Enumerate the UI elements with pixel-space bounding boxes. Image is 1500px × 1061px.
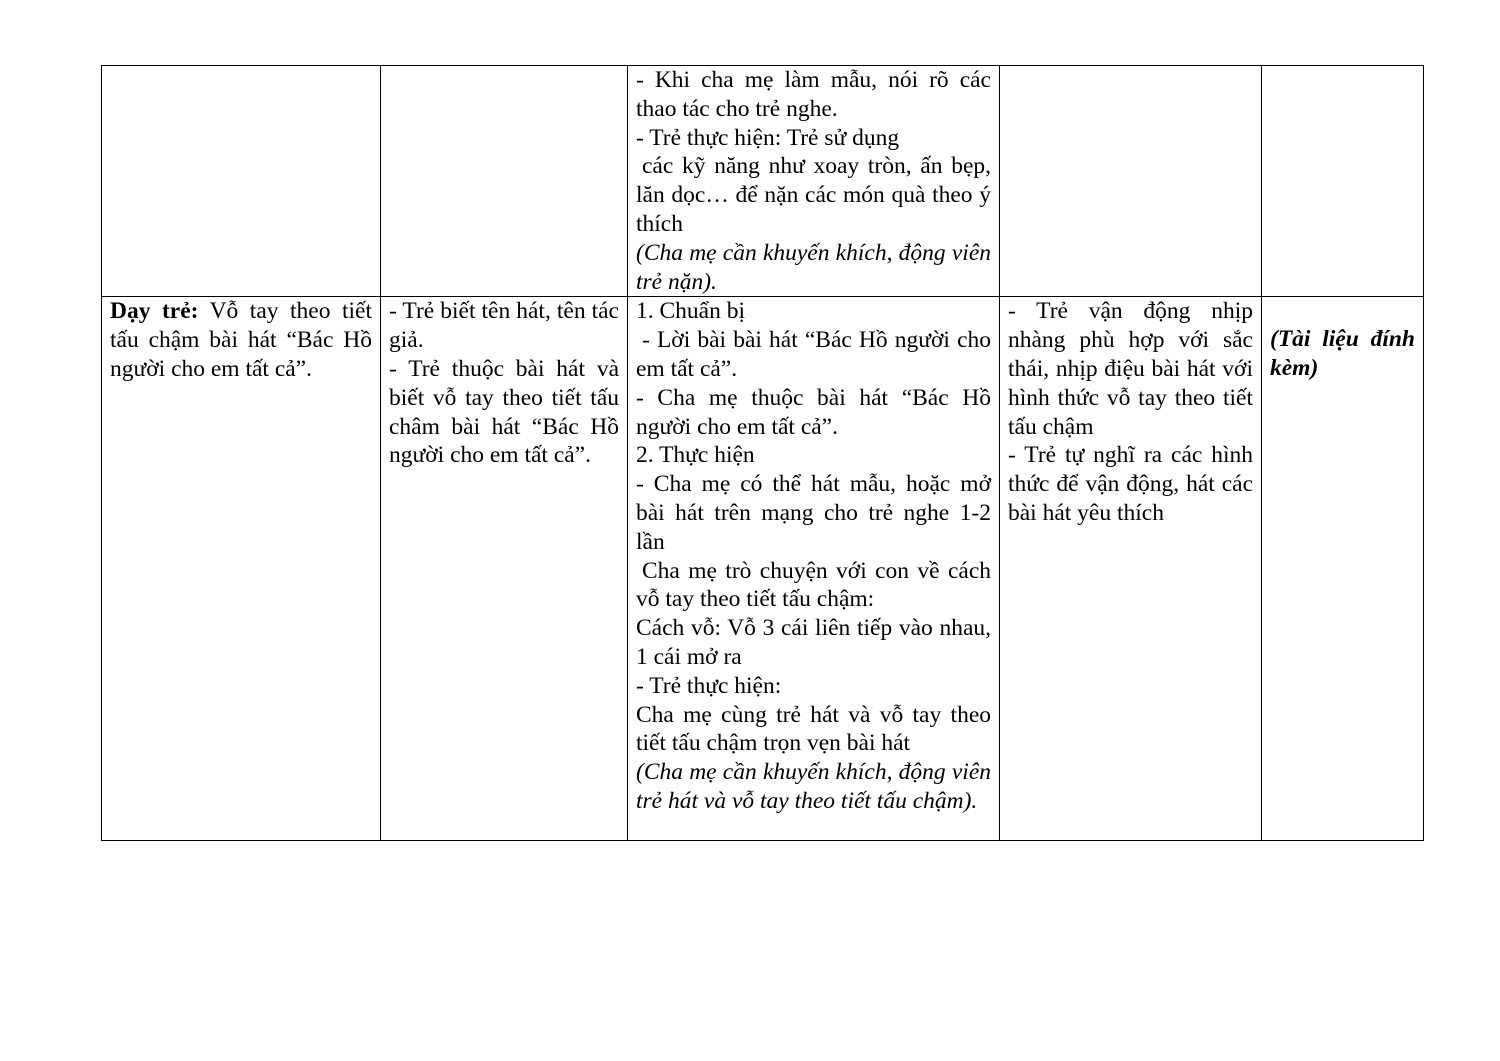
procedure-line: - Lời bài bài hát “Bác Hồ người cho em tất cả”. bbox=[636, 327, 991, 382]
outcome-line: - Trẻ tự nghĩ ra các hình thức để vận động, hát các bài hát yêu thích bbox=[1008, 442, 1253, 526]
procedure-line: - Cha mẹ thuộc bài hát “Bác Hồ người cho em tất cả”. bbox=[636, 384, 991, 440]
procedure-line: - Trẻ thực hiện: bbox=[636, 672, 782, 699]
table-row bbox=[102, 297, 1424, 841]
outcome-cell bbox=[1000, 297, 1262, 841]
procedure-heading: 2. Thực hiện bbox=[636, 442, 755, 469]
procedure-line: Cách vỗ: Vỗ 3 cái liên tiếp vào nhau, 1 cái mở ra bbox=[636, 615, 991, 670]
objective-line: - Trẻ biết tên hát, tên tác giả. bbox=[389, 298, 619, 354]
procedure-line: - Trẻ thực hiện: Trẻ sử dụng bbox=[636, 124, 900, 151]
material-cell bbox=[1262, 66, 1424, 297]
procedure-line: Cha mẹ trò chuyện với con về cách vỗ tay theo tiết tấu chậm: bbox=[636, 557, 991, 613]
activity-cell bbox=[102, 297, 381, 841]
objective-line: - Trẻ thuộc bài hát và biết vỗ tay theo tiết tấu châm bài hát “Bác Hồ người cho em tất cả”. bbox=[389, 355, 619, 469]
procedure-cell bbox=[628, 66, 1000, 297]
procedure-line: - Cha mẹ có thể hát mẫu, hoặc mở bài hát trên mạng cho trẻ nghe 1-2 lần bbox=[636, 471, 991, 555]
procedure-heading: 1. Chuẩn bị bbox=[636, 298, 746, 325]
table-row bbox=[102, 66, 1424, 297]
attachment-note: (Tài liệu đính kèm) bbox=[1270, 326, 1415, 382]
outcome-line: - Trẻ vận động nhịp nhàng phù hợp với sắc thái, nhịp điệu bài hát với hình thức vỗ tay theo tiết tấu chậm bbox=[1008, 298, 1253, 440]
procedure-note: (Cha mẹ cần khuyến khích, động viên trẻ hát và vỗ tay theo tiết tấu chậm). bbox=[636, 759, 991, 814]
procedure-line: các kỹ năng như xoay tròn, ấn bẹp, lăn dọc… để nặn các món quà theo ý thích bbox=[636, 153, 991, 237]
activity-plan-table bbox=[101, 65, 1424, 841]
objective-cell bbox=[381, 66, 628, 297]
material-cell bbox=[1262, 297, 1424, 841]
outcome-cell bbox=[1000, 66, 1262, 297]
procedure-note: (Cha mẹ cần khuyến khích, động viên trẻ nặn). bbox=[636, 239, 991, 295]
activity-title: Vỗ tay theo tiết tấu chậm bài hát “Bác Hồ người cho em tất cả”. bbox=[110, 298, 373, 382]
procedure-cell bbox=[628, 297, 1000, 841]
procedure-line: - Khi cha mẹ làm mẫu, nói rõ các thao tác cho trẻ nghe. bbox=[636, 67, 991, 122]
activity-cell bbox=[102, 66, 381, 297]
activity-title-bold: Dạy trẻ: bbox=[110, 298, 199, 325]
objective-cell bbox=[381, 297, 628, 841]
procedure-line: Cha mẹ cùng trẻ hát và vỗ tay theo tiết tấu chậm trọn vẹn bài hát bbox=[636, 701, 991, 757]
